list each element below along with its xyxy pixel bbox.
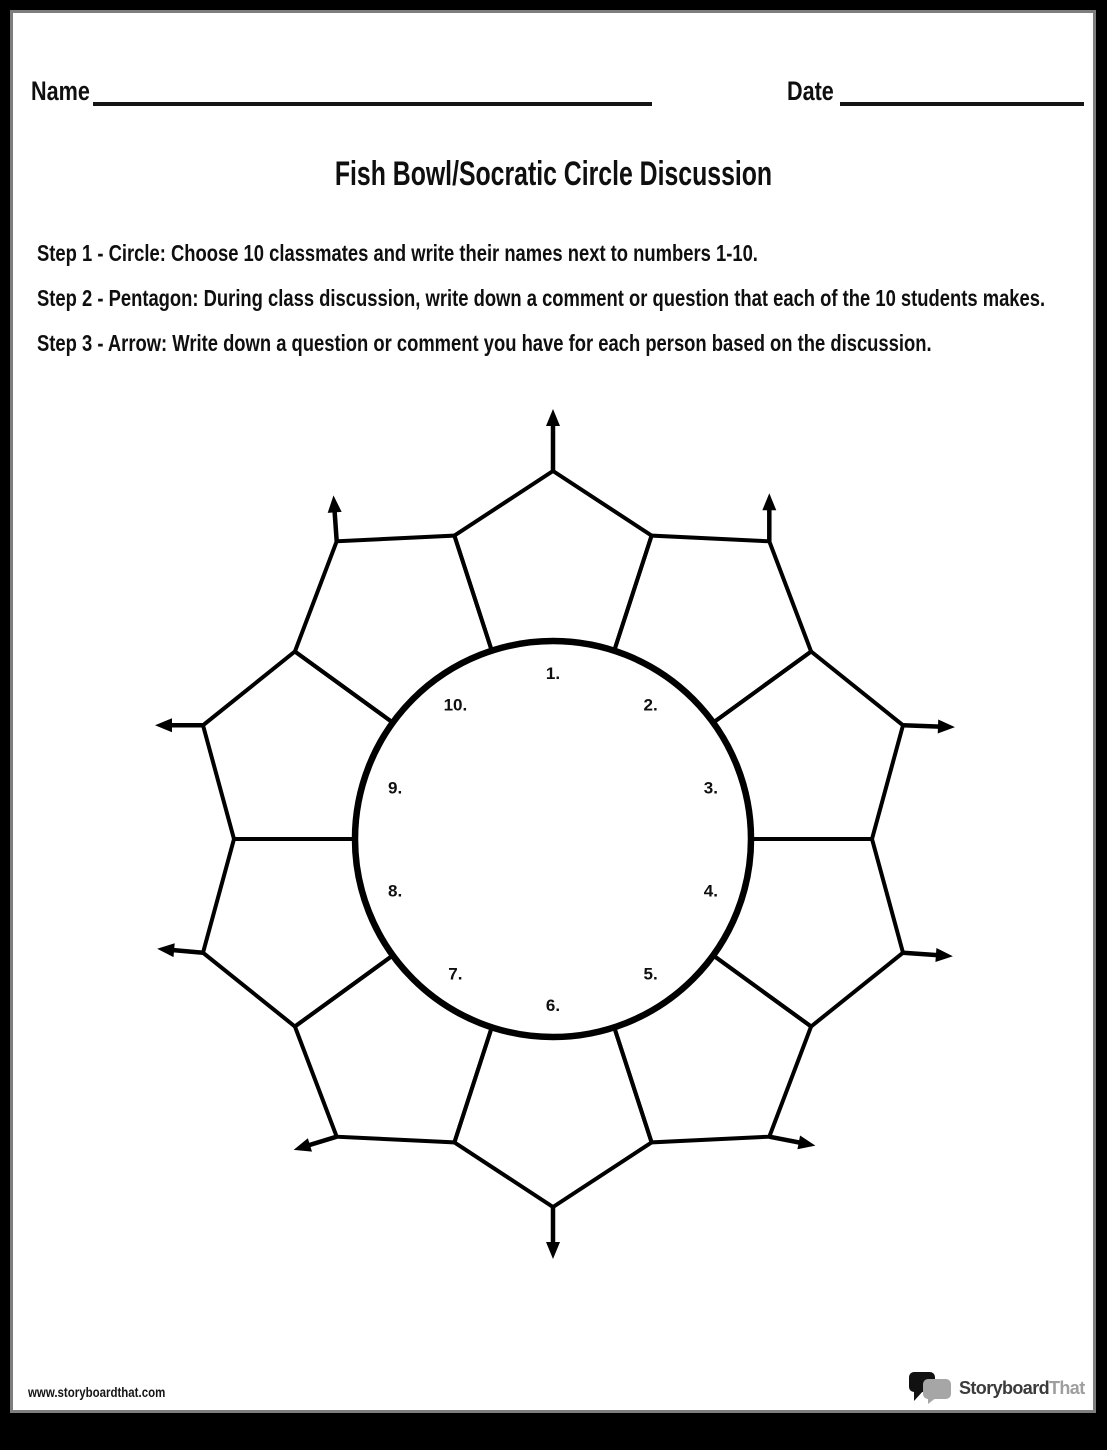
- seat-number-label: 9.: [388, 778, 403, 798]
- discussion-arrow: [292, 1130, 339, 1157]
- discussion-arrow: [327, 495, 344, 542]
- logo-text-that: That: [1049, 1377, 1085, 1398]
- fishbowl-circle: [355, 641, 751, 1037]
- discussion-arrow: [157, 942, 204, 960]
- footer-url-text: www.storyboardthat.com: [28, 1385, 166, 1400]
- discussion-arrow: [903, 946, 954, 963]
- speech-bubbles-icon: [907, 1371, 955, 1405]
- logo-text: [959, 1378, 1085, 1399]
- seat-number-label: 7.: [448, 964, 463, 984]
- front-bubble: [923, 1379, 951, 1399]
- discussion-arrow: [903, 718, 955, 734]
- name-label-text: Name: [31, 76, 90, 106]
- seat-number-label: 2.: [643, 695, 658, 715]
- date-label-text: Date: [787, 76, 834, 106]
- seat-number-label: 6.: [545, 996, 561, 1015]
- discussion-arrow: [155, 718, 203, 732]
- seat-number-label: 1.: [545, 664, 561, 683]
- discussion-arrow: [762, 493, 776, 541]
- seat-number-label: 8.: [388, 881, 403, 901]
- instruction-step-1: Step 1 - Circle: Choose 10 classmates and write their names next to numbers 1-10.: [37, 240, 758, 266]
- seat-number-label: 4.: [703, 881, 718, 901]
- discussion-arrow: [768, 1130, 817, 1153]
- seat-number-label: 3.: [703, 778, 718, 798]
- storyboardthat-logo: [907, 1371, 1085, 1405]
- discussion-arrow: [546, 1207, 560, 1259]
- footer-url: [28, 1385, 190, 1400]
- instruction-step-3: Step 3 - Arrow: Write down a question or comment you have for each person based on the discussion.: [37, 330, 932, 356]
- worksheet-page: [10, 10, 1096, 1413]
- page-title-text: Fish Bowl/Socratic Circle Discussion: [334, 155, 772, 193]
- discussion-arrow: [546, 409, 560, 471]
- seat-number-label: 5.: [643, 964, 658, 984]
- discussion-diagram: [13, 13, 1093, 1410]
- instruction-step-2: Step 2 - Pentagon: During class discussion, write down a comment or question that each of the 10 students makes.: [37, 285, 1046, 311]
- seat-number-label: 10.: [443, 695, 468, 715]
- logo-text-storyboard: Storyboard: [959, 1377, 1050, 1398]
